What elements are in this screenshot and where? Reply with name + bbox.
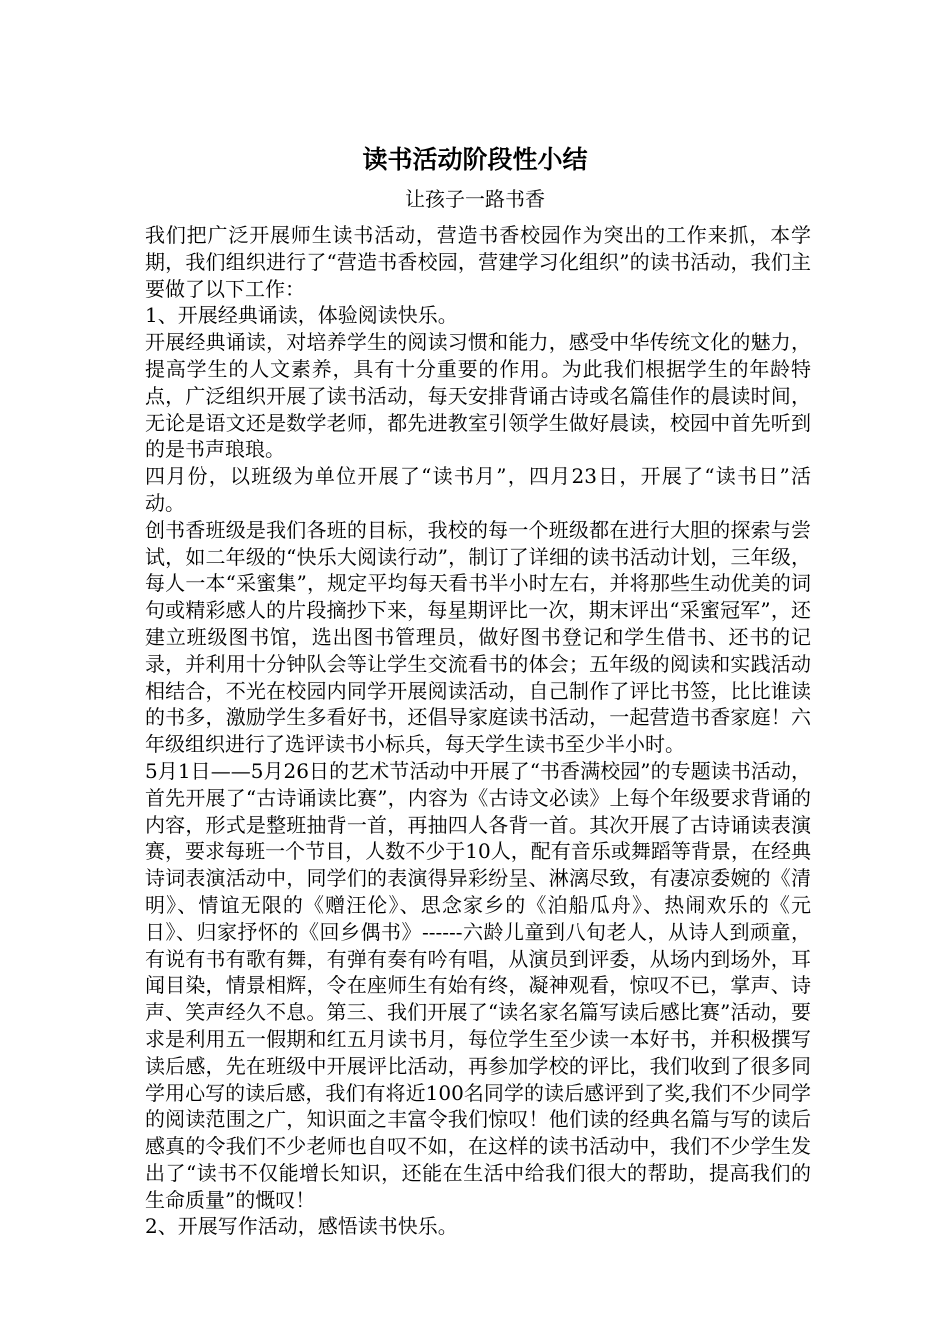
section-heading-1: 1、开展经典诵读，体验阅读快乐。 bbox=[145, 303, 458, 328]
document-subtitle: 让孩子一路书香 bbox=[405, 187, 545, 211]
body-paragraph: 5月1日——5月26日的艺术节活动中开展了“书香满校园”的专题读书活动，首先开展了“古诗诵读比赛”，内容为《古诗文必读》上每个年级要求背诵的内容，形式是整班抽背一首，再抽四人各背一首。其次开展了古诗诵读表演赛，要求每班一个节目，人数不少于10人，配有音乐或舞蹈等背景，在经典诗词表演活动中，同学们的表演得异彩纷呈、淋漓尽致，有凄凉委婉的《清明》、情谊无限的《赠汪伦》、思念家乡的《泊船瓜舟》、热闹欢乐的《元日》、归家抒怀的《回乡偶书》------六龄儿童到八旬老人，从诗人到顽童，有说有书有歌有舞，有弹有奏有吟有唱，从演员到评委，从场内到场外，耳闻目染，情景相辉，令在座师生有始有终，凝神观看，惊叹不已，掌声、诗声、笑声经久不息。第三、我们开展了“读名家名篇写读后感比赛”活动，要求是利用五一假期和红五月读书月，每位学生至少读一本好书，并积极撰写读后感，先在班级中开展评比活动，再参加学校的评比，我们收到了很多同学用心写的读后感，我们有将近100名同学的读后感评到了奖,我们不少同学的阅读范围之广，知识面之丰富令我们惊叹！他们读的经典名篇与写的读后感真的令我们不少老师也自叹不如，在这样的读书活动中，我们不少学生发出了“读书不仅能增长知识，还能在生活中给我们很大的帮助，提高我们的生命质量”的慨叹！ bbox=[145, 758, 811, 1212]
document-title: 读书活动阶段性小结 bbox=[362, 145, 588, 174]
section-heading-2: 2、开展写作活动，感悟读书快乐。 bbox=[145, 1214, 458, 1239]
body-paragraph: 四月份，以班级为单位开展了“读书月”，四月23日，开展了“读书日”活动。 bbox=[145, 464, 811, 515]
intro-paragraph: 我们把广泛开展师生读书活动，营造书香校园作为突出的工作来抓，本学期，我们组织进行了“营造书香校园，营建学习化组织”的读书活动，我们主要做了以下工作： bbox=[145, 223, 811, 301]
body-paragraph: 创书香班级是我们各班的目标，我校的每一个班级都在进行大胆的探索与尝试，如二年级的“快乐大阅读行动”，制订了详细的读书活动计划，三年级，每人一本“采蜜集”，规定平均每天看书半小时左右，并将那些生动优美的词句或精彩感人的片段摘抄下来，每星期评比一次，期末评出“采蜜冠军”，还建立班级图书馆，选出图书管理员，做好图书登记和学生借书、还书的记录，并利用十分钟队会等让学生交流看书的体会；五年级的阅读和实践活动相结合，不光在校园内同学开展阅读活动，自己制作了评比书签，比比谁读的书多，激励学生多看好书，还倡导家庭读书活动，一起营造书香家庭！六年级组织进行了选评读书小标兵，每天学生读书至少半小时。 bbox=[145, 517, 811, 757]
body-paragraph: 开展经典诵读，对培养学生的阅读习惯和能力，感受中华传统文化的魅力，提高学生的人文素养，具有十分重要的作用。为此我们根据学生的年龄特点，广泛组织开展了读书活动，每天安排背诵古诗或名篇佳作的晨读时间，无论是语文还是数学老师，都先进教室引领学生做好晨读，校园中首先听到的是书声琅琅。 bbox=[145, 330, 811, 462]
document-body bbox=[145, 222, 811, 1240]
